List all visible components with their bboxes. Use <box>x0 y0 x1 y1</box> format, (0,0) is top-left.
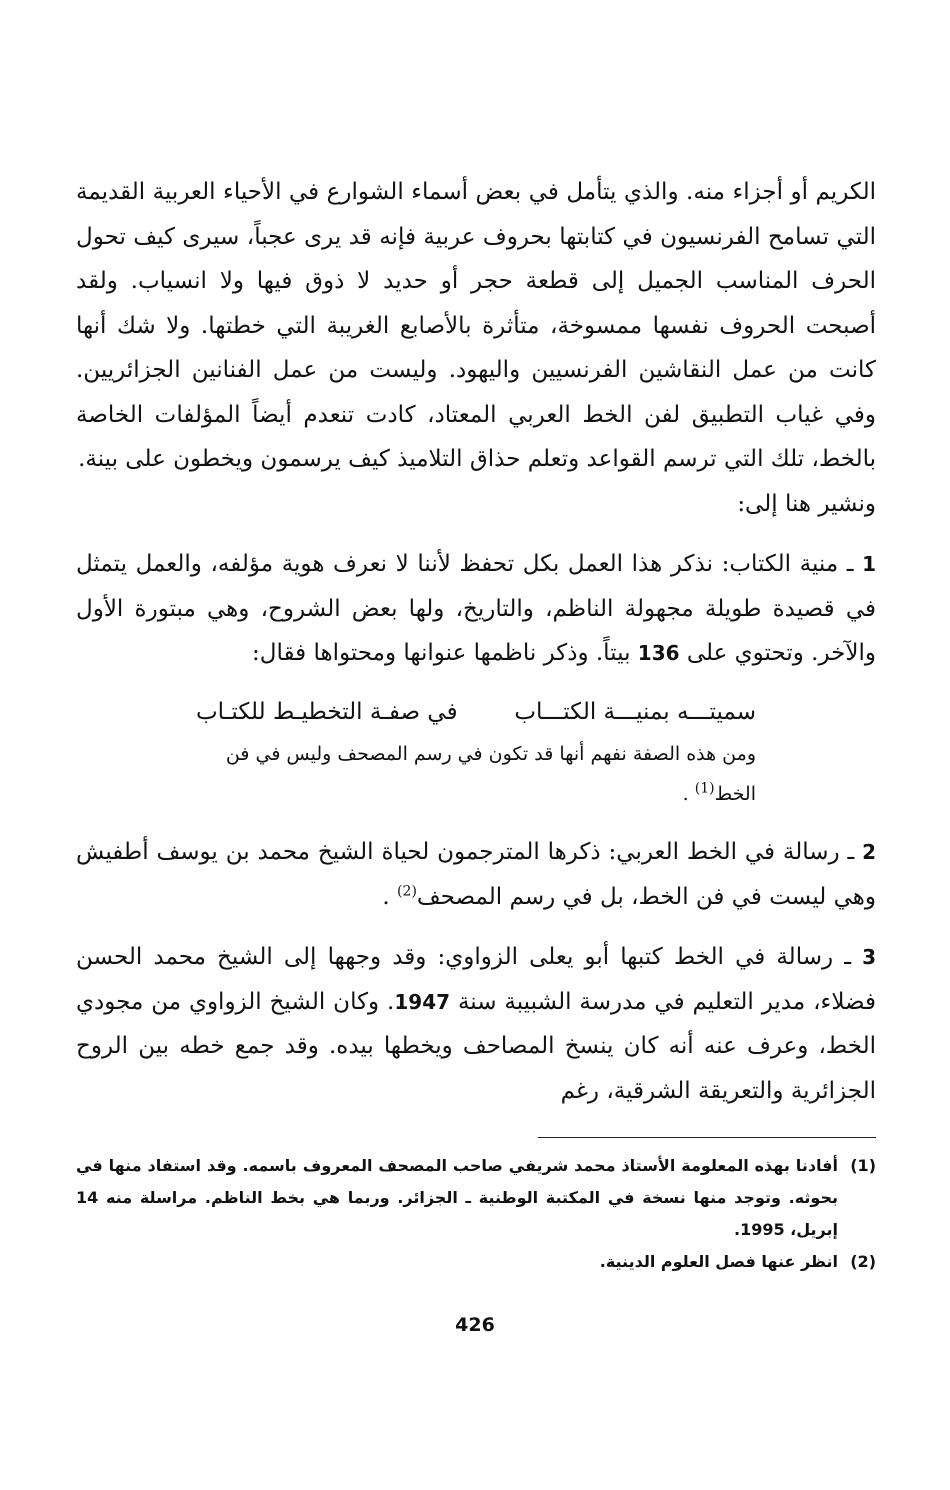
verse-comment-end: . <box>682 783 689 805</box>
poem-verse <box>76 690 876 815</box>
verse-count: 136 <box>637 641 680 665</box>
footnote-1-mark: (1) <box>850 1156 876 1175</box>
footnote-1 <box>76 1150 876 1246</box>
item-3-paragraph <box>76 935 876 1113</box>
item-3-year: 1947 <box>394 989 451 1014</box>
item-2-number: 2 <box>862 840 876 864</box>
item-1-text: ـ منية الكتاب: نذكر هذا العمل بكل تحفظ لأننا لا نعرف هوية مؤلفه، والعمل يتمثل في قصيدة طويلة مجهولة الناظم، والتاريخ، ولها بعض الشروح، وهي مبتورة الأول والآخر. وتحتوي على <box>76 551 876 666</box>
item-2-paragraph <box>76 830 876 919</box>
intro-last-line: ونشير هنا إلى: <box>737 490 876 517</box>
verse-comment <box>196 734 756 814</box>
item-2-end: . <box>382 883 390 910</box>
verse-hemistich-right: سميتـــه بمنيـــة الكتـــاب <box>514 698 756 725</box>
footnotes <box>76 1150 876 1278</box>
footnote-ref-1: (1) <box>694 780 715 797</box>
footnote-ref-2: (2) <box>397 882 417 899</box>
intro-paragraph <box>76 170 876 526</box>
main-text <box>76 170 876 1113</box>
item-1-text-end: بيتاً. وذكر ناظمها عنوانها ومحتواها فقال: <box>252 640 631 666</box>
item-2-text: ـ رسالة في الخط العربي: ذكرها المترجمون لحياة الشيخ محمد بن يوسف أطفيش وهي ليست في فن الخط، بل في رسم المصحف <box>76 839 876 910</box>
intro-text: الكريم أو أجزاء منه. والذي يتأمل في بعض أسماء الشوارع في الأحياء العربية القديمة التي تسامح الفرنسيون في كتابتها بحروف عربية فإنه قد يرى عجباً، سيرى كيف تحول الحرف المناسب الجميل إلى قطعة حجر أو حديد لا ذوق فيها ولا انسياب. ولقد أصبحت الحروف نفسها ممسوخة، متأثرة بالأصابع الغريبة التي خطتها. ولا شك أنها كانت من عمل النقاشين الفرنسيين واليهود. وليست من عمل الفنانين الجزائريين. وفي غياب التطبيق لفن الخط العربي المعتاد، كادت تنعدم أيضاً المؤلفات الخاصة بالخط، تلك التي ترسم القواعد وتعلم حذاق التلاميذ كيف يرسمون ويخطون على بينة. <box>76 179 876 472</box>
item-3-text: ـ رسالة في الخط كتبها أبو يعلى الزواوي: وقد وجهها إلى الشيخ محمد الحسن فضلاء، مدير التعليم في مدرسة الشبيبة سنة <box>76 944 876 1015</box>
page-number: 426 <box>455 1314 495 1336</box>
item-3-text-end: . وكان الشيخ الزواوي من مجودي الخط، وعرف عنه أنه كان ينسخ المصاحف ويخطها بيده. وقد جمع خطه بين الروح الجزائرية والتعريقة الشرقية، رغم <box>76 988 876 1104</box>
item-3-number: 3 <box>862 945 876 969</box>
verse-hemistich-left: في صفـة التخطيـط للكتـاب <box>196 698 458 725</box>
footnote-2-text: انظر عنها فصل العلوم الدينية. <box>599 1252 838 1271</box>
verse-line <box>196 690 756 735</box>
item-1-paragraph <box>76 542 876 676</box>
footnote-2 <box>76 1246 876 1278</box>
footnote-separator <box>538 1137 876 1138</box>
verse-comment-text: ومن هذه الصفة نفهم أنها قد تكون في رسم المصحف وليس في فن الخط <box>225 743 756 805</box>
item-1-number: 1 <box>862 552 877 576</box>
footnote-2-mark: (2) <box>850 1252 876 1271</box>
footnote-1-text: أفادنا بهذه المعلومة الأستاذ محمد شريفي صاحب المصحف المعروف باسمه. وقد استفاد منها في بحوثه. وتوجد منها نسخة في المكتبة الوطنية ـ الجزائر. وربما هي بخط الناظم. مراسلة منه 14 إبريل، 1995. <box>76 1156 838 1239</box>
